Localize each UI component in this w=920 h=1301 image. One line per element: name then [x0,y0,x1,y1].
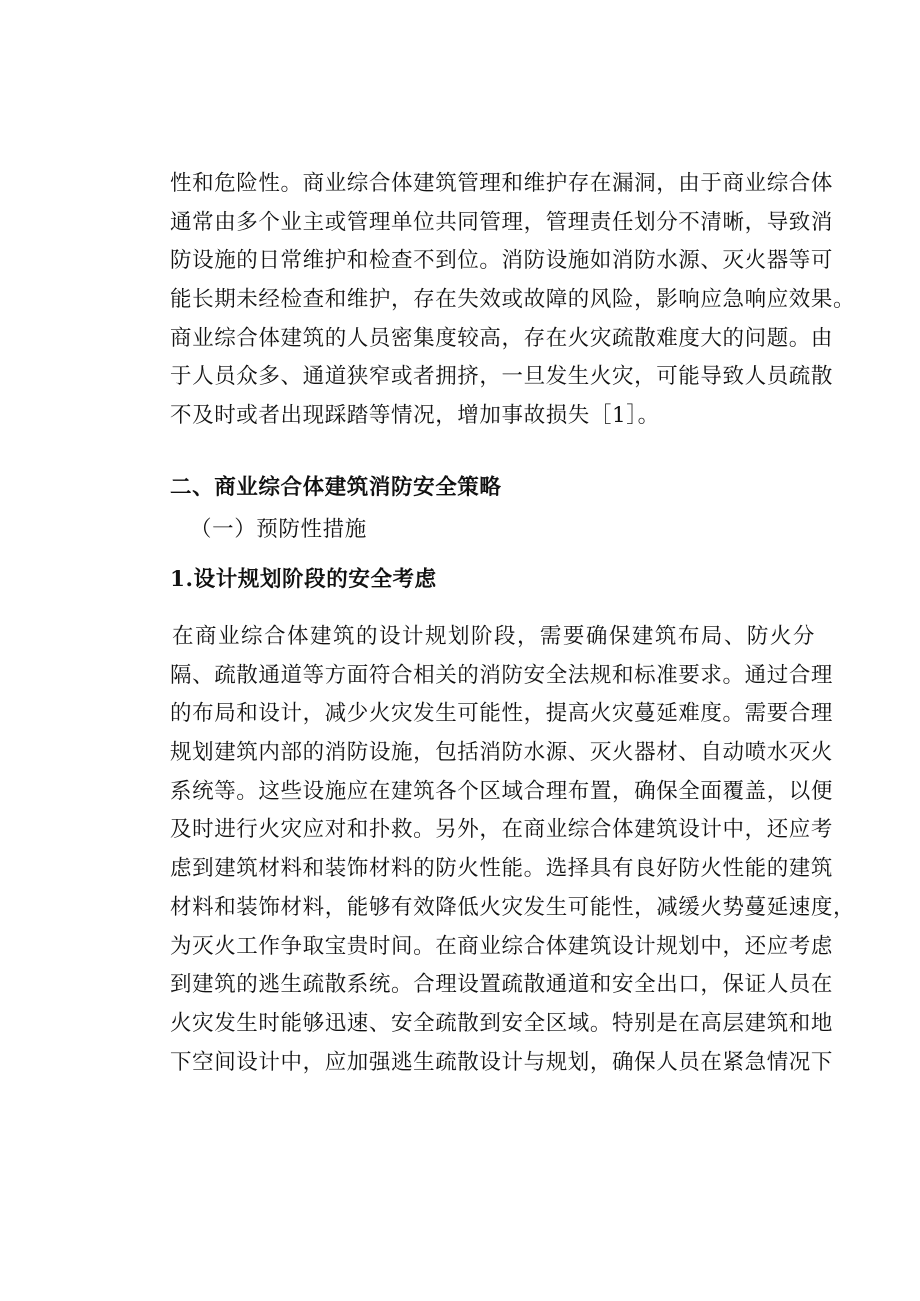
text-line: 通常由多个业主或管理单位共同管理，管理责任划分不清晰，导致消 [170,209,834,235]
text-line: 系统等。这些设施应在建筑各个区域合理布置，确保全面覆盖，以便 [170,778,834,804]
text-line: 的布局和设计，减少火灾发生可能性，提高火灾蔓延难度。需要合理 [170,701,834,727]
text-line: 到建筑的逃生疏散系统。合理设置疏散通道和安全出口，保证人员在 [170,972,834,998]
paragraph-fire-risk [170,165,856,436]
subsection-heading: （一）预防性措施 [190,517,367,542]
text-line: 隔、疏散通道等方面符合相关的消防安全法规和标准要求。通过合理 [170,662,834,688]
section-heading: 二、商业综合体建筑消防安全策略 [170,475,502,500]
text-line: 为灭火工作争取宝贵时间。在商业综合体建筑设计规划中，还应考虑 [170,933,834,959]
text-line: 防设施的日常维护和检查不到位。消防设施如消防水源、灭火器等可 [170,248,834,274]
text-line: 在商业综合体建筑的设计规划阶段，需要确保建筑布局、防火分 [172,624,815,649]
text-line: 能长期未经检查和维护，存在失效或故障的风险，影响应急响应效果。 [170,287,856,313]
text-line: 材料和装饰材料，能够有效降低火灾发生可能性，减缓火势蔓延速度， [170,894,856,920]
text-line: 商业综合体建筑的人员密集度较高，存在火灾疏散难度大的问题。由 [170,325,834,351]
text-line: 规划建筑内部的消防设施，包括消防水源、灭火器材、自动喷水灭火 [170,740,834,766]
text-line: 于人员众多、通道狭窄或者拥挤，一旦发生火灾，可能导致人员疏散 [170,364,834,390]
text-line: 不及时或者出现踩踏等情况，增加事故损失［1］。 [170,403,660,429]
text-line: 火灾发生时能够迅速、安全疏散到安全区域。特别是在高层建筑和地 [170,1010,834,1036]
item-heading: 1.设计规划阶段的安全考虑 [170,567,437,592]
text-line: 性和危险性。商业综合体建筑管理和维护存在漏洞，由于商业综合体 [170,171,834,196]
text-line: 虑到建筑材料和装饰材料的防火性能。选择具有良好防火性能的建筑 [170,856,834,882]
text-line: 下空间设计中，应加强逃生疏散设计与规划，确保人员在紧急情况下 [170,1049,834,1075]
paragraph-design-planning [170,618,856,1082]
text-line: 及时进行火灾应对和扑救。另外，在商业综合体建筑设计中，还应考 [170,817,834,843]
